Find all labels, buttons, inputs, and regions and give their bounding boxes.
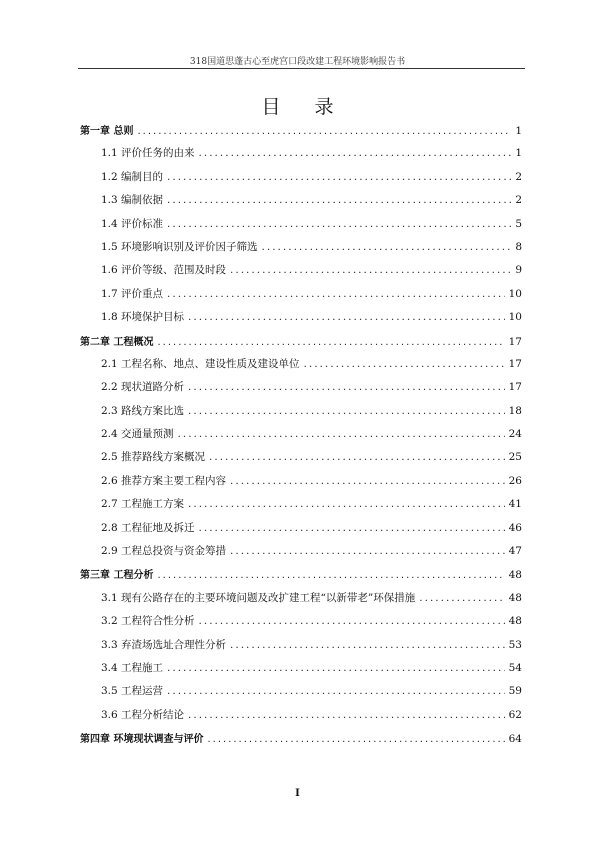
toc-entry-page: 48 (508, 615, 522, 628)
toc-dot-leader (188, 709, 505, 721)
toc-entry-label: 1.4 评价标准 (101, 217, 164, 230)
table-of-contents (80, 122, 522, 754)
toc-entry-page: 54 (508, 661, 522, 674)
toc-dot-leader (188, 381, 505, 393)
toc-entry-page: 25 (508, 451, 522, 464)
toc-section-entry[interactable] (80, 145, 522, 168)
toc-dot-leader (188, 405, 505, 417)
toc-dot-leader (209, 451, 505, 463)
toc-section-entry[interactable] (80, 683, 522, 706)
toc-entry-label: 第二章 工程概况 (80, 336, 154, 348)
toc-entry-label: 3.5 工程运营 (101, 685, 164, 698)
toc-entry-label: 3.1 现有公路存在的主要环境问题及改扩建工程“以新带老”环保措施 (101, 591, 416, 604)
toc-dot-leader (188, 498, 505, 510)
toc-section-entry[interactable] (80, 262, 522, 285)
toc-dot-leader (157, 570, 504, 581)
toc-dot-leader (419, 592, 504, 604)
toc-chapter-entry[interactable] (80, 122, 522, 145)
toc-entry-page: 17 (508, 357, 522, 370)
toc-section-entry[interactable] (80, 169, 522, 192)
toc-entry-label: 第三章 工程分析 (80, 570, 154, 582)
toc-dot-leader (199, 522, 505, 534)
toc-entry-label: 3.3 弃渣场选址合理性分析 (101, 638, 227, 651)
toc-section-entry[interactable] (80, 356, 522, 379)
toc-chapter-entry[interactable] (80, 730, 522, 753)
toc-section-entry[interactable] (80, 216, 522, 239)
toc-dot-leader (262, 241, 512, 253)
toc-entry-page: 2 (515, 170, 522, 183)
toc-section-entry[interactable] (80, 403, 522, 426)
toc-entry-label: 2.2 现状道路分析 (101, 381, 185, 394)
toc-entry-label: 2.3 路线方案比选 (101, 404, 185, 417)
toc-entry-label: 2.9 工程总投资与资金筹措 (101, 545, 227, 558)
toc-section-entry[interactable] (80, 590, 522, 613)
toc-entry-page: 41 (508, 498, 522, 511)
toc-entry-label: 2.8 工程征地及拆迁 (101, 521, 195, 534)
toc-entry-label: 3.6 工程分析结论 (101, 708, 185, 721)
toc-section-entry[interactable] (80, 637, 522, 660)
toc-entry-page: 8 (515, 240, 522, 253)
toc-entry-page: 10 (508, 311, 522, 324)
toc-entry-page: 48 (508, 569, 522, 582)
toc-dot-leader (167, 171, 511, 183)
toc-entry-page: 17 (508, 335, 522, 348)
toc-entry-label: 1.3 编制依据 (101, 194, 164, 207)
toc-entry-label: 1.5 环境影响识别及评价因子筛选 (101, 240, 258, 253)
running-header: 318国道思蓬古心至虎宫口段改建工程环境影响报告书 (189, 57, 406, 67)
toc-entry-label: 第四章 环境现状调查与评价 (80, 734, 204, 746)
toc-dot-leader (199, 615, 505, 627)
toc-entry-page: 1 (515, 125, 522, 137)
toc-entry-page: 9 (515, 264, 522, 277)
toc-dot-leader (230, 264, 511, 276)
toc-entry-page: 53 (508, 638, 522, 651)
toc-section-entry[interactable] (80, 473, 522, 496)
toc-entry-label: 第一章 总则 (80, 126, 134, 137)
toc-entry-page: 64 (508, 733, 522, 746)
toc-section-entry[interactable] (80, 286, 522, 309)
toc-entry-page: 2 (515, 194, 522, 207)
toc-section-entry[interactable] (80, 309, 522, 332)
toc-entry-page: 48 (508, 591, 522, 604)
toc-dot-leader (167, 662, 505, 674)
toc-section-entry[interactable] (80, 426, 522, 449)
toc-dot-leader (137, 126, 511, 137)
toc-section-entry[interactable] (80, 543, 522, 566)
toc-entry-label: 2.6 推荐方案主要工程内容 (101, 474, 227, 487)
toc-dot-leader (157, 337, 504, 348)
toc-title: 目 录 (261, 96, 348, 118)
toc-entry-label: 2.5 推荐路线方案概况 (101, 451, 206, 464)
toc-entry-label: 2.1 工程名称、地点、建设性质及建设单位 (101, 357, 300, 370)
toc-entry-label: 1.2 编制目的 (101, 170, 164, 183)
toc-section-entry[interactable] (80, 379, 522, 402)
toc-entry-page: 18 (508, 404, 522, 417)
toc-entry-page: 47 (508, 545, 522, 558)
toc-entry-page: 24 (508, 428, 522, 441)
toc-dot-leader (199, 147, 512, 159)
toc-dot-leader (167, 218, 511, 230)
toc-section-entry[interactable] (80, 239, 522, 262)
toc-section-entry[interactable] (80, 707, 522, 730)
toc-entry-label: 3.4 工程施工 (101, 661, 164, 674)
page-number: I (295, 788, 300, 799)
toc-entry-page: 62 (508, 708, 522, 721)
toc-entry-page: 10 (508, 287, 522, 300)
toc-section-entry[interactable] (80, 449, 522, 472)
toc-entry-label: 2.4 交通量预测 (101, 428, 174, 441)
toc-section-entry[interactable] (80, 613, 522, 636)
toc-entry-page: 1 (515, 147, 522, 160)
toc-entry-page: 26 (508, 474, 522, 487)
toc-dot-leader (188, 311, 505, 323)
toc-entry-label: 1.1 评价任务的由来 (101, 147, 195, 160)
header-rule (78, 68, 525, 69)
toc-chapter-entry[interactable] (80, 333, 522, 356)
toc-entry-label: 2.7 工程施工方案 (101, 498, 185, 511)
toc-section-entry[interactable] (80, 496, 522, 519)
toc-dot-leader (304, 358, 505, 370)
toc-entry-label: 1.6 评价等级、范围及时段 (101, 264, 227, 277)
toc-entry-label: 1.7 评价重点 (101, 287, 164, 300)
toc-dot-leader (207, 734, 504, 745)
toc-dot-leader (230, 545, 505, 557)
toc-entry-page: 46 (508, 521, 522, 534)
toc-dot-leader (178, 428, 505, 440)
toc-section-entry[interactable] (80, 660, 522, 683)
toc-dot-leader (230, 475, 505, 487)
toc-dot-leader (167, 288, 505, 300)
toc-entry-page: 17 (508, 381, 522, 394)
toc-section-entry[interactable] (80, 520, 522, 543)
toc-chapter-entry[interactable] (80, 566, 522, 589)
toc-entry-label: 1.8 环境保护目标 (101, 311, 185, 324)
toc-entry-page: 59 (508, 685, 522, 698)
toc-dot-leader (167, 685, 505, 697)
toc-entry-page: 5 (515, 217, 522, 230)
toc-entry-label: 3.2 工程符合性分析 (101, 615, 195, 628)
toc-section-entry[interactable] (80, 192, 522, 215)
toc-dot-leader (230, 639, 505, 651)
toc-dot-leader (167, 194, 511, 206)
